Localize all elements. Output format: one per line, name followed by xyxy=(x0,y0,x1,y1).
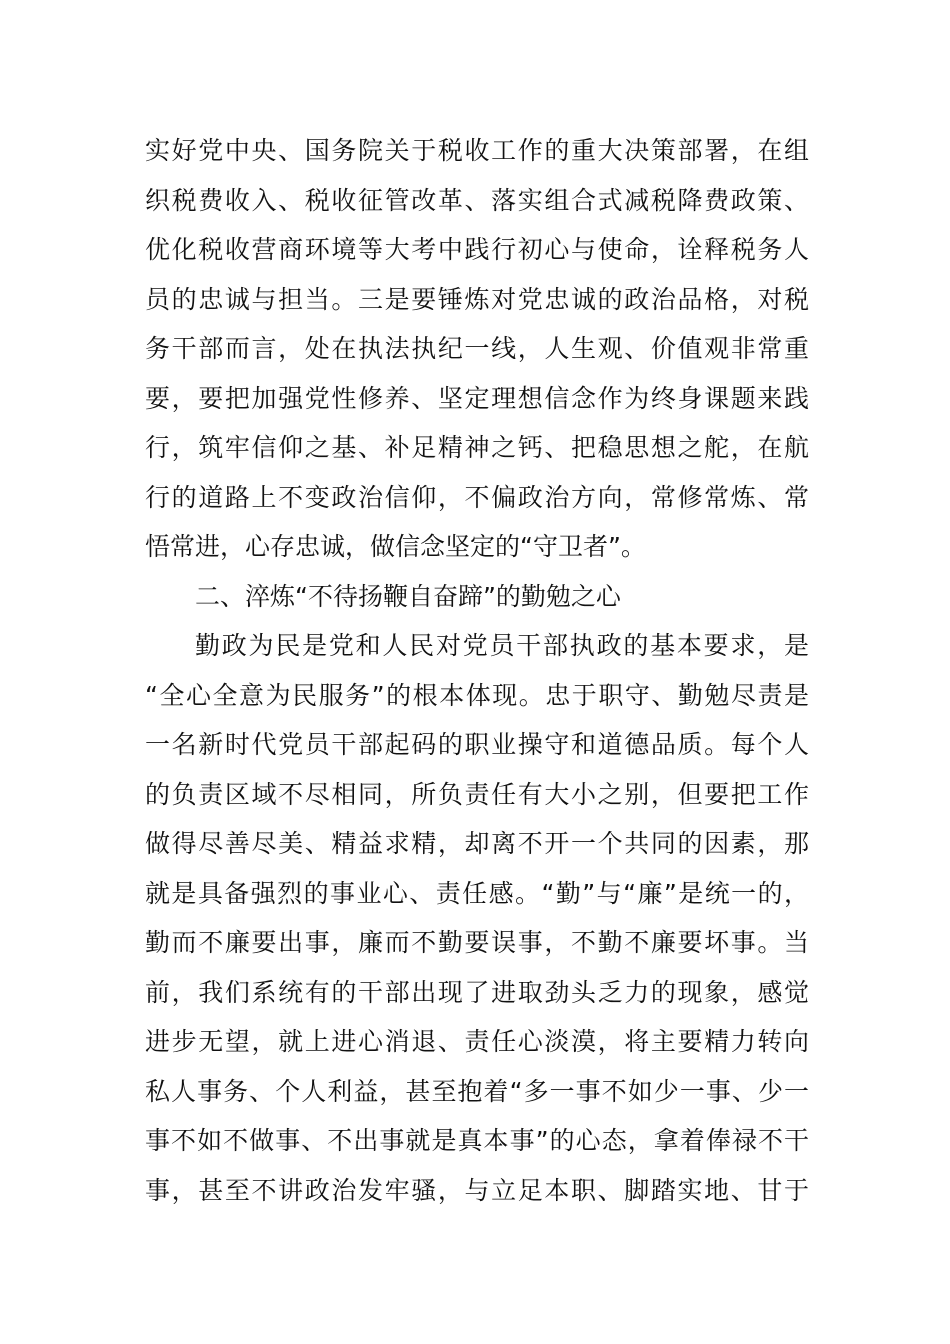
text-line: 实好党中央、国务院关于税收工作的重大决策部署，在组 xyxy=(145,136,809,165)
text-line: 事不如不做事、不出事就是真本事”的心态，拿着俸禄不干 xyxy=(145,1126,809,1155)
text-line: 做得尽善尽美、精益求精，却离不开一个共同的因素，那 xyxy=(145,829,809,858)
text-line: 一名新时代党员干部起码的职业操守和道德品质。每个人 xyxy=(145,730,809,759)
body-text xyxy=(145,126,809,1215)
text-line: 就是具备强烈的事业心、责任感。“勤”与“廉”是统一的， xyxy=(145,878,809,908)
text-line: 行，筑牢信仰之基、补足精神之钙、把稳思想之舵，在航 xyxy=(145,433,809,462)
text-line: 私人事务、个人利益，甚至抱着“多一事不如少一事、少一 xyxy=(145,1076,809,1106)
text-line: 的负责区域不尽相同，所负责任有大小之别，但要把工作 xyxy=(145,779,809,809)
text-line: “全心全意为民服务”的根本体现。忠于职守、勤勉尽责是 xyxy=(145,680,809,710)
text-line: 悟常进，心存忠诚，做信念坚定的“守卫者”。 xyxy=(145,532,646,561)
section-heading: 二、淬炼“不待扬鞭自奋蹄”的勤勉之心 xyxy=(195,581,621,611)
text-line: 织税费收入、税收征管改革、落实组合式减税降费政策、 xyxy=(145,185,809,215)
text-line: 要，要把加强党性修养、坚定理想信念作为终身课题来践 xyxy=(145,383,809,413)
text-line: 务干部而言，处在执法执纪一线，人生观、价值观非常重 xyxy=(145,334,809,363)
text-line: 员的忠诚与担当。三是要锤炼对党忠诚的政治品格，对税 xyxy=(145,284,809,314)
text-line: 行的道路上不变政治信仰，不偏政治方向，常修常炼、常 xyxy=(145,482,809,512)
text-line: 事，甚至不讲政治发牢骚，与立足本职、脚踏实地、甘于 xyxy=(145,1175,809,1205)
text-line: 勤政为民是党和人民对党员干部执政的基本要求，是 xyxy=(195,631,809,660)
text-line: 勤而不廉要出事，廉而不勤要误事，不勤不廉要坏事。当 xyxy=(145,928,809,957)
text-line: 进步无望，就上进心消退、责任心淡漠，将主要精力转向 xyxy=(145,1027,809,1056)
text-line: 优化税收营商环境等大考中践行初心与使命，诠释税务人 xyxy=(145,235,809,264)
text-line: 前，我们系统有的干部出现了进取劲头乏力的现象，感觉 xyxy=(145,977,809,1007)
